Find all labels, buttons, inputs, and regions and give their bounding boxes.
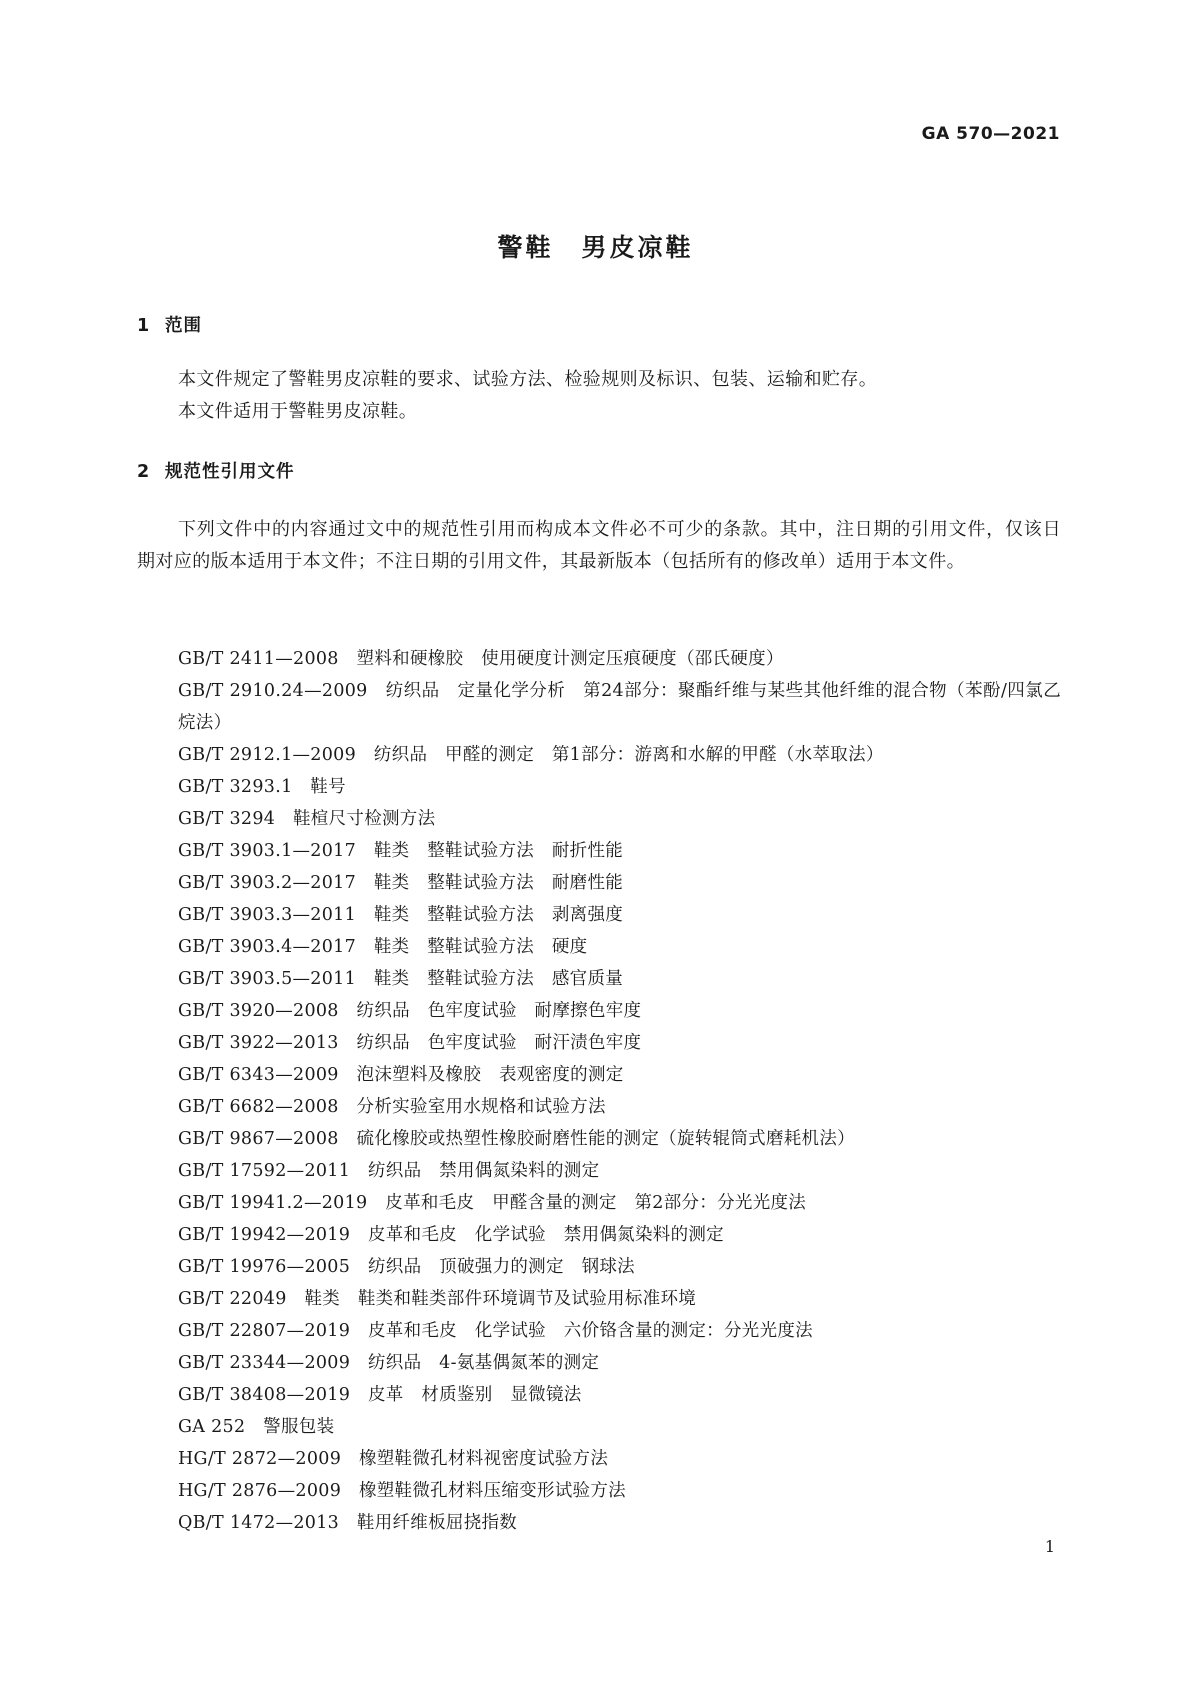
reference-item: GB/T 22049 鞋类 鞋类和鞋类部件环境调节及试验用标准环境 [178, 1289, 697, 1309]
reference-item: GB/T 3903.4—2017 鞋类 整鞋试验方法 硬度 [178, 937, 588, 957]
reference-item: GB/T 23344—2009 纺织品 4-氨基偶氮苯的测定 [178, 1353, 600, 1373]
reference-item: GB/T 3903.5—2011 鞋类 整鞋试验方法 感官质量 [178, 969, 624, 989]
reference-item: HG/T 2876—2009 橡塑鞋微孔材料压缩变形试验方法 [178, 1481, 626, 1501]
reference-item: GB/T 17592—2011 纺织品 禁用偶氮染料的测定 [178, 1161, 600, 1181]
section-title: 范围 [165, 316, 202, 336]
reference-item: GB/T 19976—2005 纺织品 顶破强力的测定 钢球法 [178, 1257, 635, 1277]
paragraph: 本文件适用于警鞋男皮凉鞋。 [178, 401, 418, 422]
reference-item: GB/T 38408—2019 皮革 材质鉴别 显微镜法 [178, 1385, 582, 1405]
reference-item: GB/T 6343—2009 泡沫塑料及橡胶 表观密度的测定 [178, 1065, 624, 1085]
reference-item: GB/T 3903.3—2011 鞋类 整鞋试验方法 剥离强度 [178, 905, 624, 925]
document-title: 警鞋 男皮凉鞋 [497, 233, 694, 262]
reference-item: GB/T 2411—2008 塑料和硬橡胶 使用硬度计测定压痕硬度（邵氏硬度） [178, 649, 784, 669]
paragraph: 本文件规定了警鞋男皮凉鞋的要求、试验方法、检验规则及标识、包装、运输和贮存。 [178, 369, 878, 390]
section-title: 规范性引用文件 [165, 462, 295, 482]
reference-item: GB/T 3903.1—2017 鞋类 整鞋试验方法 耐折性能 [178, 841, 624, 861]
reference-item: QB/T 1472—2013 鞋用纤维板屈挠指数 [178, 1513, 518, 1533]
reference-item: GB/T 3293.1 鞋号 [178, 777, 346, 797]
reference-list [137, 643, 1061, 1539]
reference-item: GB/T 3922—2013 纺织品 色牢度试验 耐汗渍色牢度 [178, 1033, 642, 1053]
reference-item: GA 252 警服包装 [178, 1417, 335, 1437]
reference-item: GB/T 3294 鞋楦尺寸检测方法 [178, 809, 436, 829]
section-2-heading [137, 458, 295, 483]
reference-item: GB/T 6682—2008 分析实验室用水规格和试验方法 [178, 1097, 606, 1117]
reference-item: GB/T 2912.1—2009 纺织品 甲醛的测定 第1部分：游离和水解的甲醛（水萃取法） [178, 745, 884, 765]
reference-item: GB/T 19941.2—2019 皮革和毛皮 甲醛含量的测定 第2部分：分光光度法 [178, 1193, 807, 1213]
reference-item: HG/T 2872—2009 橡塑鞋微孔材料视密度试验方法 [178, 1449, 609, 1469]
section-1-heading [137, 312, 202, 337]
reference-item: GB/T 3903.2—2017 鞋类 整鞋试验方法 耐磨性能 [178, 873, 624, 893]
standard-code: GA 570—2021 [921, 124, 1060, 144]
page-number: 1 [1044, 1537, 1055, 1556]
reference-item: GB/T 9867—2008 硫化橡胶或热塑性橡胶耐磨性能的测定（旋转辊筒式磨耗机法） [178, 1129, 855, 1149]
intro-paragraph: 下列文件中的内容通过文中的规范性引用而构成本文件必不可少的条款。其中，注日期的引用文件，仅该日期对应的版本适用于本文件；不注日期的引用文件，其最新版本（包括所有的修改单）适用于本文件。 [137, 519, 1061, 572]
reference-item: GB/T 2910.24—2009 纺织品 定量化学分析 第24部分：聚酯纤维与某些其他纤维的混合物（苯酚/四氯乙烷法） [178, 681, 1061, 733]
section-number: 2 [137, 462, 151, 482]
reference-item: GB/T 22807—2019 皮革和毛皮 化学试验 六价铬含量的测定：分光光度法 [178, 1321, 813, 1341]
section-number: 1 [137, 316, 151, 336]
reference-item: GB/T 3920—2008 纺织品 色牢度试验 耐摩擦色牢度 [178, 1001, 642, 1021]
reference-item: GB/T 19942—2019 皮革和毛皮 化学试验 禁用偶氮染料的测定 [178, 1225, 724, 1245]
